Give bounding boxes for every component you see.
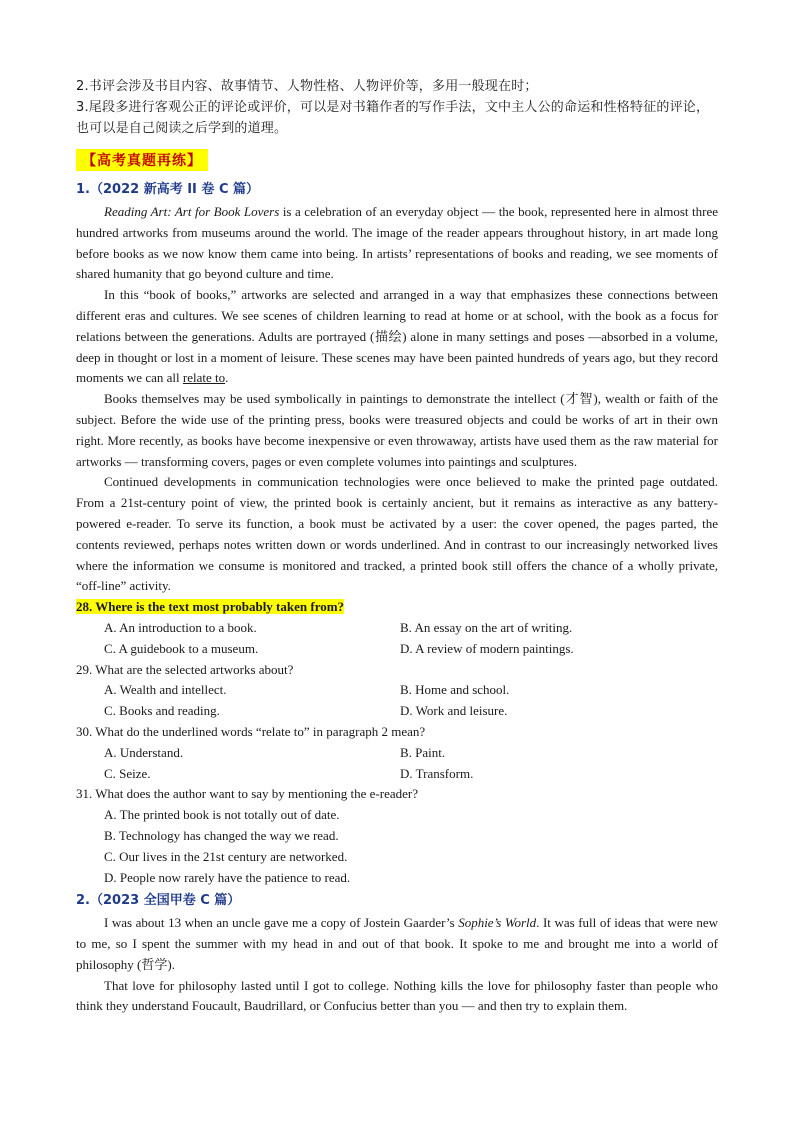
option-a: A. An introduction to a book. xyxy=(104,619,257,635)
question-30: 30. What do the underlined words “relate to” in paragraph 2 mean? xyxy=(76,723,426,739)
question-30-options xyxy=(76,743,718,785)
passage-2-heading: 2.（2023 全国甲卷 C 篇） xyxy=(76,893,241,909)
option-d: D. Transform. xyxy=(400,765,474,781)
passage-1-paragraph-2: In this “book of books,” artworks are selected and arranged in a way that emphasizes these connections between different eras and cultures. We see scenes of children learning to read at home or at school, with the book as a focus for relations between the generations. Adults are portrayed (描绘) alone in many settings and poses —absorbed in a volume, deep in thought or lost in a moment of leisure. These scenes may have been painted hundreds of years ago, but they record moments we can all relate to. xyxy=(76,287,718,386)
question-31-options xyxy=(76,805,718,888)
passage-1-paragraph-1: Reading Art: Art for Book Lovers is a celebration of an everyday object — the book, represented here in almost three hundred artworks from museums around the world. The image of the reader appears throughout history, in art made long before books as we now know them came into being. In artists’ representations of books and reading, we see moments of shared humanity that go beyond culture and time. xyxy=(76,204,718,282)
question-29: 29. What are the selected artworks about? xyxy=(76,661,294,677)
question-28: 28. Where is the text most probably taken from? xyxy=(76,599,345,615)
option-a: A. The printed book is not totally out of date. xyxy=(104,807,340,823)
option-d: D. People now rarely have the patience to read. xyxy=(104,869,351,885)
option-b: B. An essay on the art of writing. xyxy=(400,619,573,635)
book-title: Sophie’s World xyxy=(458,915,537,931)
passage-2-paragraph-1: I was about 13 when an uncle gave me a copy of Jostein Gaarder’s Sophie’s World. It was full of ideas that were new to me, so I spent the summer with my head in and out of that book. It spoke to me and brought me into a world of philosophy (哲学). xyxy=(76,915,719,972)
question-31: 31. What does the author want to say by mentioning the e-reader? xyxy=(76,786,418,802)
option-c: C. Books and reading. xyxy=(104,703,220,719)
intro-line-2: 2.书评会涉及书目内容、故事情节、人物性格、人物评价等，多用一般现在时； xyxy=(76,79,538,94)
option-a: A. Understand. xyxy=(104,744,184,760)
book-title: Reading Art: Art for Book Lovers xyxy=(104,204,280,219)
section-title: 【高考真题再练】 xyxy=(76,149,208,171)
option-c: C. Our lives in the 21st century are networked. xyxy=(104,848,348,864)
underlined-phrase: relate to xyxy=(182,370,226,386)
option-c: C. Seize. xyxy=(104,765,151,781)
passage-2-paragraph-2: That love for philosophy lasted until I got to college. Nothing kills the love for philosophy faster than people who think they understand Foucault, Baudrillard, or Confucius better than you — and then try to explain them. xyxy=(76,977,718,1014)
passage-1-paragraph-4: Continued developments in communication technologies were once believed to make the printed page outdated. From a 21st-century point of view, the printed book is certainly ancient, but it remains as interactive as any battery-powered e-reader. To serve its function, a book must be activated by a user: the cover opened, the pages parted, the contents reviewed, perhaps notes written down or words underlined. And in contrast to our increasingly networked lives where the information we consume is monitored and tracked, a printed book still offers the chance of a wholly private, “off-line” activity. xyxy=(76,474,718,594)
question-28-options xyxy=(76,618,718,660)
option-b: B. Technology has changed the way we read. xyxy=(104,827,339,843)
intro-line-3: 3.尾段多进行客观公正的评论或评价，可以是对书籍作者的写作手法，文中主人公的命运和性格特征的评论，也可以是自己阅读之后学到的道理。 xyxy=(76,100,710,136)
passage-1-heading: 1.（2022 新高考 II 卷 C 篇） xyxy=(76,182,260,197)
option-c: C. A guidebook to a museum. xyxy=(104,640,259,656)
option-a: A. Wealth and intellect. xyxy=(104,682,227,698)
passage-1-paragraph-3: Books themselves may be used symbolically in paintings to demonstrate the intellect (才智), wealth or faith of the subject. Before the wide use of the printing press, books were treasured objects and could be works of art in their own right. More recently, as books have become inexpensive or even throwaway, artists have used them as the raw material for artworks — transforming covers, pages or even complete volumes into paintings and sculptures. xyxy=(76,391,718,469)
option-d: D. Work and leisure. xyxy=(400,703,508,719)
document-page xyxy=(76,76,718,1017)
option-b: B. Home and school. xyxy=(400,682,510,698)
option-b: B. Paint. xyxy=(400,744,446,760)
question-29-options xyxy=(76,680,718,722)
option-d: D. A review of modern paintings. xyxy=(400,640,574,656)
